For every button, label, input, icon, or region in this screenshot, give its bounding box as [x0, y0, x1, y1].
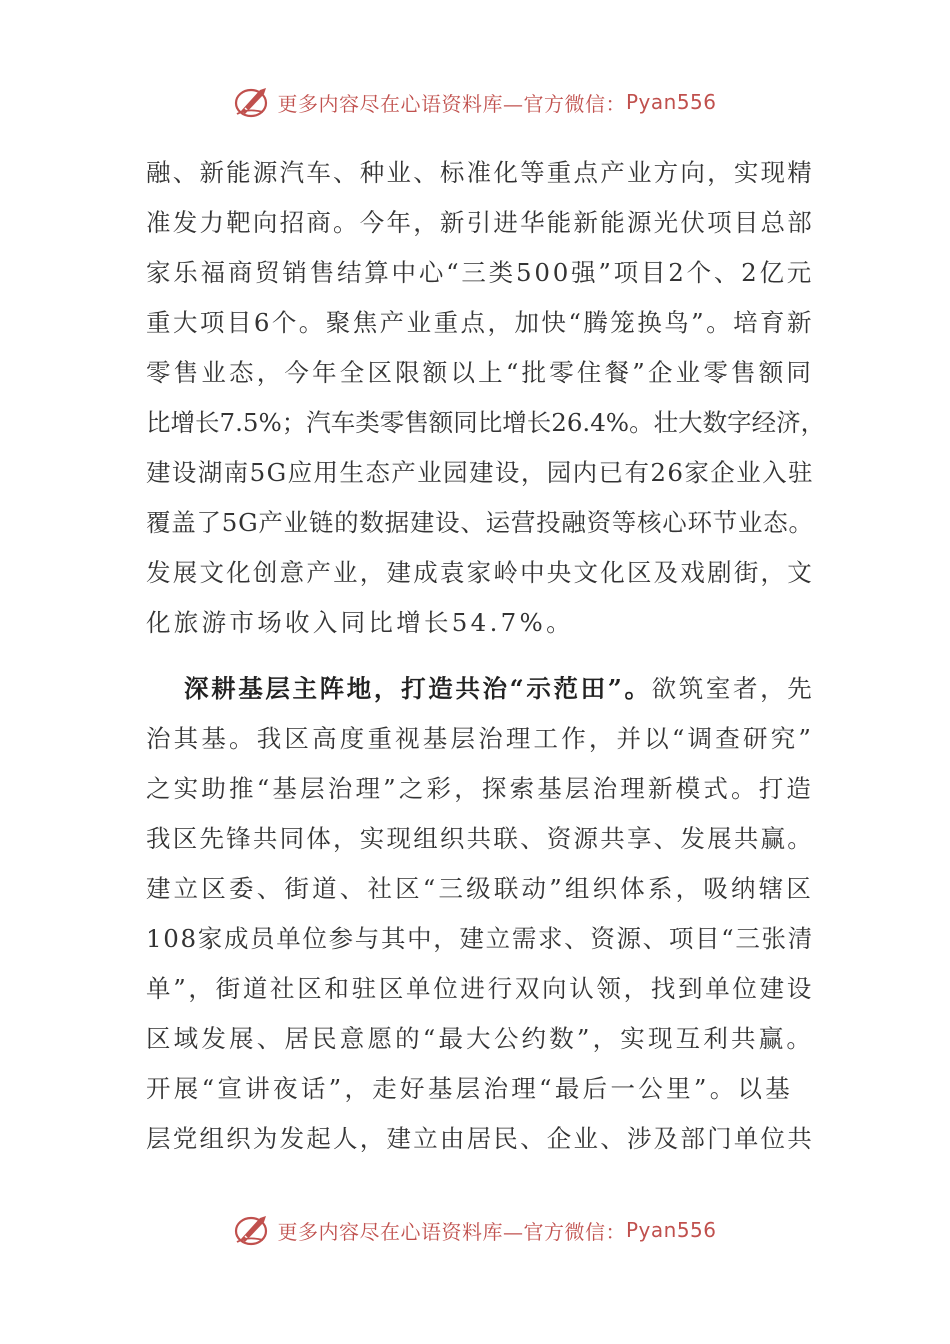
- text-line: 单”，街道社区和驻区单位进行双向认领，找到单位建设: [146, 974, 815, 1003]
- footer-banner: [0, 1210, 950, 1250]
- text-line: 零售业态，今年全区限额以上“批零住餐”企业零售额同: [146, 358, 815, 387]
- text-line: 开展“宣讲夜话”，走好基层治理“最后一公里”。以基: [146, 1074, 794, 1103]
- header-wechat-id: Pyan556: [625, 90, 717, 114]
- header-banner: [0, 82, 950, 122]
- text-line: 108家成员单位参与其中，建立需求、资源、项目“三张清: [146, 924, 814, 953]
- paragraph-heading: 深耕基层主阵地，打造共治“示范田”。: [184, 674, 652, 703]
- paragraph-1: [146, 148, 826, 648]
- footer-wechat-id: Pyan556: [625, 1218, 717, 1242]
- text-line: 建立区委、街道、社区“三级联动”组织体系，吸纳辖区: [146, 874, 815, 903]
- footer-banner-text: 更多内容尽在心语资料库—官方微信：: [277, 1219, 626, 1244]
- text-line: 层党组织为发起人，建立由居民、企业、涉及部门单位共: [146, 1124, 814, 1153]
- document-body: [146, 148, 826, 1164]
- pen-nib-logo-icon: [233, 1212, 273, 1248]
- text-line: 治其基。我区高度重视基层治理工作，并以“调查研究”: [146, 724, 815, 753]
- text-line: 建设湖南5G应用生态产业园建设，园内已有26家企业入驻: [146, 458, 814, 487]
- heading-continuation: 欲筑室者，先: [651, 674, 815, 703]
- text-line: 之实助推“基层治理”之彩，探索基层治理新模式。打造: [146, 774, 815, 803]
- text-line: 比增长7.5%；汽车类零售额同比增长26.4%。壮大数字经济，: [146, 408, 826, 437]
- paragraph-2: [146, 664, 815, 1164]
- text-line: 家乐福商贸销售结算中心“三类500强”项目2个、2亿元: [146, 258, 815, 287]
- text-line: 重大项目6个。聚焦产业重点，加快“腾笼换鸟”。培育新: [146, 308, 814, 337]
- text-line: 发展文化创意产业，建成袁家岭中央文化区及戏剧街，文: [146, 558, 814, 587]
- text-line: 覆盖了5G产业链的数据建设、运营投融资等核心环节业态。: [146, 508, 814, 537]
- text-line: 区域发展、居民意愿的“最大公约数”，实现互利共赢。: [146, 1024, 815, 1053]
- text-line: 我区先锋共同体，实现组织共联、资源共享、发展共赢。: [146, 824, 814, 853]
- header-banner-text: 更多内容尽在心语资料库—官方微信：: [277, 91, 626, 116]
- pen-nib-logo-icon: [233, 84, 273, 120]
- text-line-first: [146, 664, 815, 714]
- text-line: 化旅游市场收入同比增长54.7%。: [146, 608, 574, 637]
- text-line: 融、新能源汽车、种业、标准化等重点产业方向，实现精: [146, 158, 814, 187]
- text-line: 准发力靶向招商。今年，新引进华能新能源光伏项目总部: [146, 208, 814, 237]
